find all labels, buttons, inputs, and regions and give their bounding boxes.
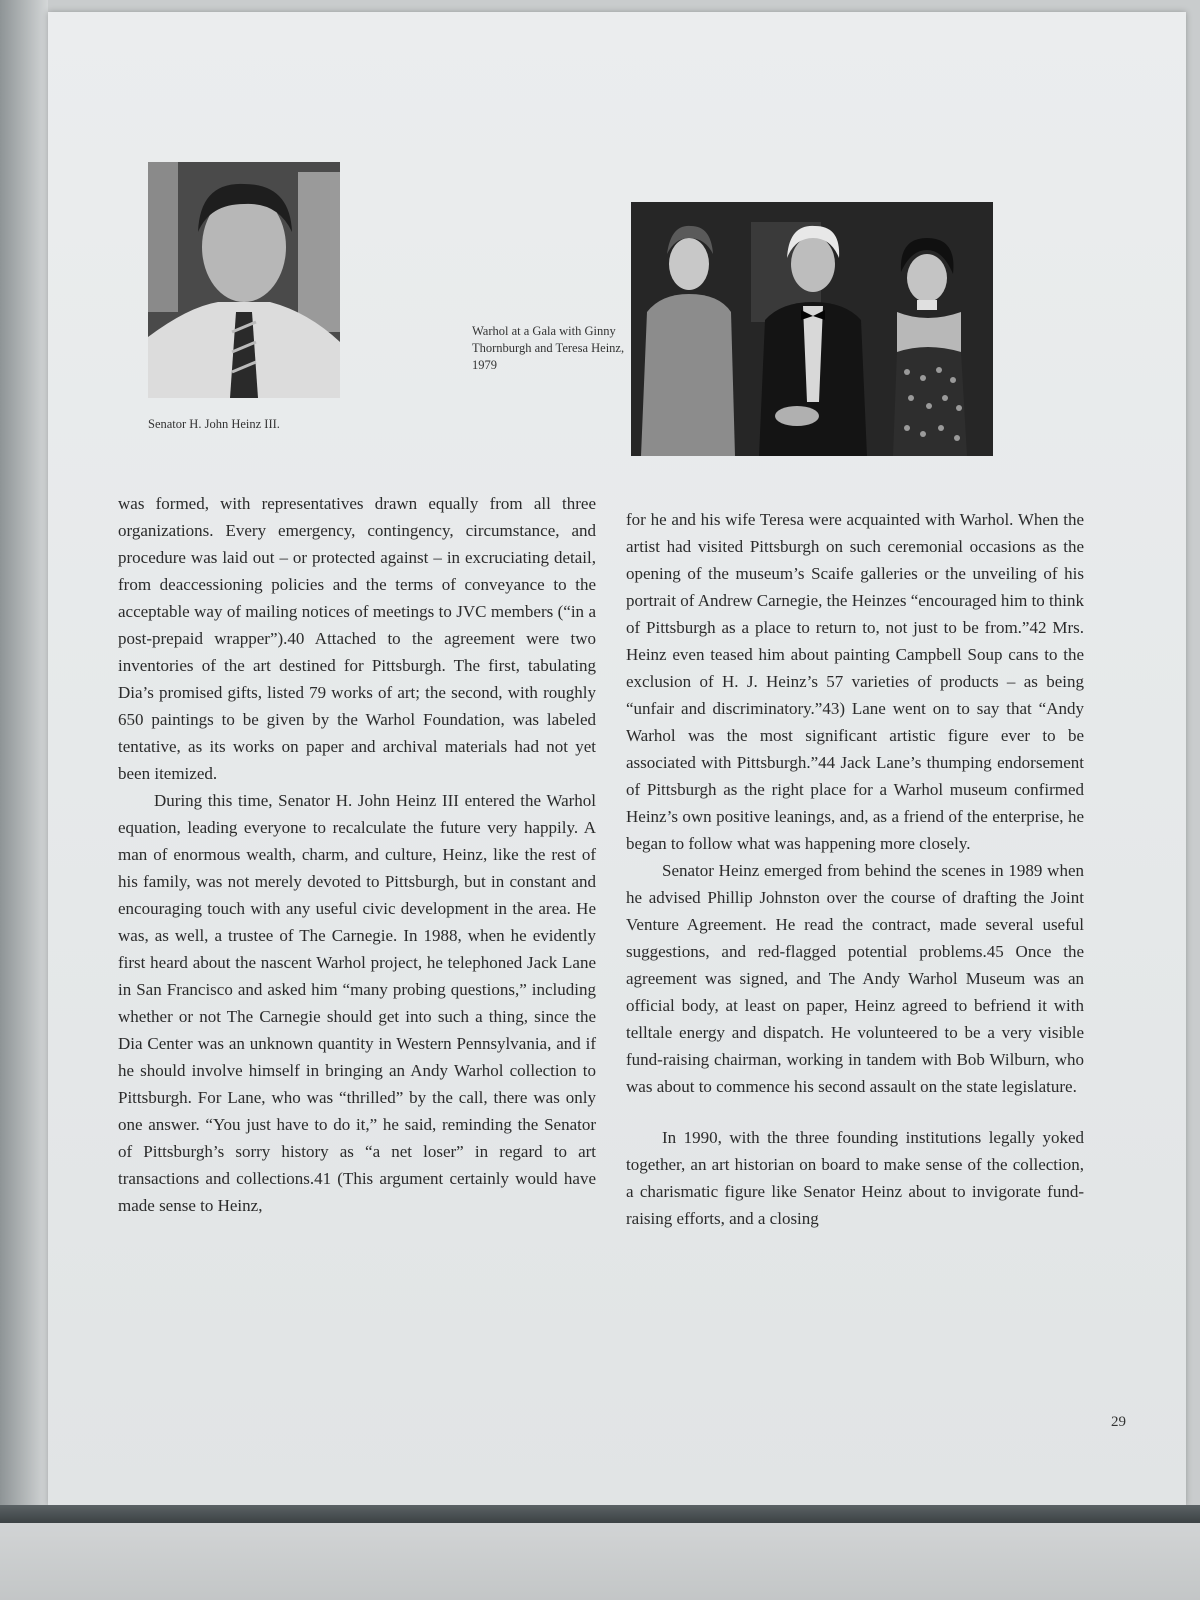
page-number: 29 (1111, 1414, 1126, 1430)
right-paragraph-2: Senator Heinz emerged from behind the scenes in 1989 when he advised Phillip Johnston over the course of drafting the Joint Venture Agreement. He read the contract, made several useful suggestions, and red-flagged potential problems.45 Once the agreement was signed, and The Andy Warhol Museum was an official body, at least on paper, Heinz agreed to befriend it with telltale energy and dispatch. He volunteered to be a very visible fund-raising chairman, working in tandem with Bob Wilburn, who was about to commence his second assault on the state legislature. (626, 861, 1084, 1096)
book-spine (0, 0, 48, 1520)
book-page (48, 12, 1186, 1506)
senator-heinz-caption: Senator H. John Heinz III. (148, 417, 280, 431)
book-cover-edge (0, 1505, 1200, 1523)
senator-heinz-photo (148, 162, 340, 398)
gala-photo-caption: Warhol at a Gala with Ginny Thornburgh and Teresa Heinz, 1979 (472, 324, 625, 372)
right-paragraph-3: In 1990, with the three founding institutions legally yoked together, an art historian on board to make sense of the collection, a charismatic figure like Senator Heinz about to invigorate fund-raising efforts, and a closing (626, 1128, 1084, 1228)
table-surface (0, 1523, 1200, 1600)
right-paragraph-1: for he and his wife Teresa were acquainted with Warhol. When the artist had visited Pittsburgh on such ceremonial occasions as the opening of the museum’s Scaife galleries or the unveiling of his portrait of Andrew Carnegie, the Heinzes “encouraged him to think of Pittsburgh as a place to return to, not just to be from.”42 Mrs. Heinz even teased him about painting Campbell Soup cans to the exclusion of H. J. Heinz’s 57 varieties of products – as being “unfair and discriminatory.”43) Lane went on to say that “Andy Warhol was the most significant artistic figure ever to be associated with Pittsburgh.”44 Jack Lane’s thumping endorsement of Pittsburgh as the right place for a Warhol museum confirmed Heinz’s own positive leanings, and, as a friend of the enterprise, he began to follow what was happening more closely. (626, 510, 1084, 853)
warhol-gala-photo (631, 202, 993, 456)
left-paragraph-1: was formed, with representatives drawn equally from all three organizations. Every emergency, contingency, circumstance, and procedure was laid out – or protected against – in excruciating detail, from deaccessioning policies and the terms of conveyance to the acceptable way of mailing notices of meetings to JVC members (“in a post-prepaid wrapper”).40 Attached to the agreement were two inventories of the art destined for Pittsburgh. The first, tabulating Dia’s promised gifts, listed 79 works of art; the second, with roughly 650 paintings to be given by the Warhol Foundation, was labeled tentative, as its works on paper and archival materials had not yet been itemized. (118, 494, 596, 783)
right-text-column (626, 506, 1084, 1232)
left-text-column (118, 490, 596, 1219)
left-paragraph-2: During this time, Senator H. John Heinz III entered the Warhol equation, leading everyone to recalculate the future very happily. A man of enormous wealth, charm, and culture, Heinz, like the rest of his family, was not merely devoted to Pittsburgh, but in constant and encouraging touch with any useful civic development in the area. He was, as well, a trustee of The Carnegie. In 1988, when he evidently first heard about the nascent Warhol project, he telephoned Jack Lane in San Francisco and asked him “many probing questions,” including whether or not The Carnegie should get into such a thing, since the Dia Center was an unknown quantity in Western Pennsylvania, and if he should involve himself in bringing an Andy Warhol collection to Pittsburgh. For Lane, who was “thrilled” by the call, there was only one answer. “You just have to do it,” he said, reminding the Senator of Pittsburgh’s sorry history as “a net loser” in regard to art transactions and collections.41 (This argument certainly would have made sense to Heinz, (118, 791, 596, 1215)
